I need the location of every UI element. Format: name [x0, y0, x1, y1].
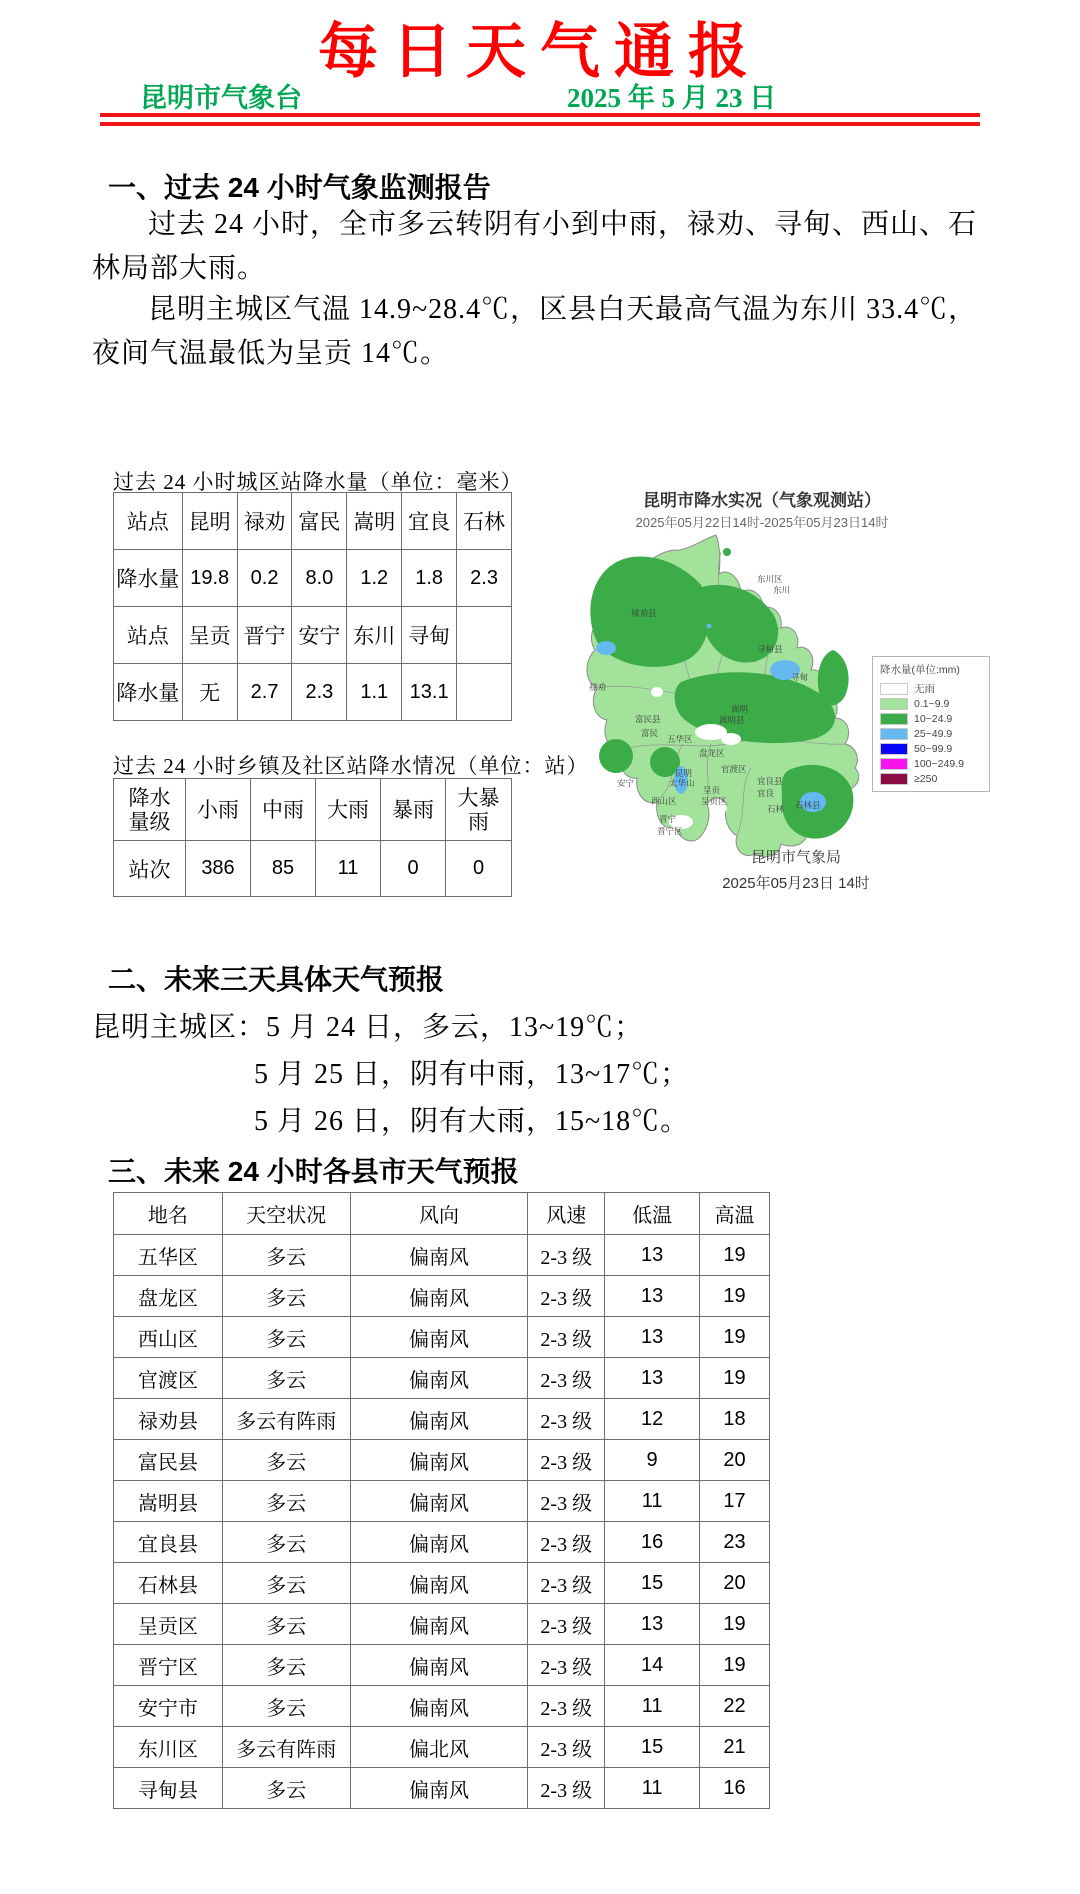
table-cell: 多云: [222, 1522, 350, 1563]
section1-heading: 一、过去 24 小时气象监测报告: [108, 172, 491, 203]
table-cell: 11: [316, 841, 381, 897]
table-cell: 宜良县: [114, 1522, 223, 1563]
forecast-header-row: [114, 1193, 770, 1235]
table-cell: 禄劝: [237, 493, 292, 550]
column-header: 低温: [605, 1193, 700, 1235]
map-region-label: 晋宁: [659, 814, 677, 824]
map-region-label: 寻甸: [791, 672, 809, 682]
legend-label: 10~24.9: [914, 712, 953, 725]
precipitation-map: [556, 530, 876, 860]
table-cell: 偏南风: [350, 1563, 528, 1604]
table-cell: 13: [605, 1358, 700, 1399]
table-cell: 15: [605, 1563, 700, 1604]
map-region-label: 昆明: [675, 768, 693, 778]
issuing-agency: 昆明市气象台: [140, 83, 302, 113]
table-cell: 13: [605, 1235, 700, 1276]
table-row: [114, 664, 512, 721]
map-title: 昆明市降水实况（气象观测站）: [643, 491, 881, 510]
table-cell: 19: [700, 1358, 770, 1399]
map-region-label: 五华区: [667, 734, 693, 744]
legend-entry: [880, 696, 982, 711]
table-cell: 呈贡: [182, 607, 237, 664]
table-cell: 多云有阵雨: [222, 1399, 350, 1440]
table-cell: 2-3 级: [528, 1358, 605, 1399]
table-row: [114, 1358, 770, 1399]
table-row: [114, 779, 512, 841]
county-forecast-table: [113, 1192, 770, 1809]
column-header: 风向: [350, 1193, 528, 1235]
table-cell: 多云: [222, 1440, 350, 1481]
map-region-label: 石林县: [795, 800, 821, 810]
map-region-label: 呈贡区: [701, 796, 727, 806]
table-cell: 偏南风: [350, 1317, 528, 1358]
table-cell: 2-3 级: [528, 1768, 605, 1809]
table-cell: 386: [186, 841, 251, 897]
table-cell: 85: [251, 841, 316, 897]
table-cell: 9: [605, 1440, 700, 1481]
table-cell: 无: [182, 664, 237, 721]
table-cell: 呈贡区: [114, 1604, 223, 1645]
map-region-label: 官渡区: [721, 764, 747, 774]
table-cell: 偏南风: [350, 1399, 528, 1440]
table-cell: 0: [381, 841, 446, 897]
table-cell: 1.8: [402, 550, 457, 607]
issue-date: 2025 年 5 月 23 日: [567, 83, 777, 113]
map-region-label: 宜良县: [757, 776, 783, 786]
table-cell: 偏北风: [350, 1727, 528, 1768]
legend-label: 无雨: [914, 683, 935, 695]
table-cell: 多云: [222, 1358, 350, 1399]
table-cell: 20: [700, 1563, 770, 1604]
table-row: [114, 1440, 770, 1481]
legend-label: 25~49.9: [914, 727, 953, 740]
legend-label: 50~99.9: [914, 742, 953, 755]
table-cell: 2-3 级: [528, 1604, 605, 1645]
table-row: [114, 841, 512, 897]
table-cell: 11: [605, 1768, 700, 1809]
map-legend: [872, 656, 990, 792]
column-header: 高温: [700, 1193, 770, 1235]
table-cell: 19: [700, 1235, 770, 1276]
map-region-label: 禄劝县: [631, 608, 657, 618]
table2-caption: 过去 24 小时乡镇及社区站降水情况（单位：站）: [113, 754, 589, 778]
map-region-label: 安宁: [617, 778, 635, 788]
table-cell: 偏南风: [350, 1686, 528, 1727]
table-cell: 19.8: [182, 550, 237, 607]
table-cell: 11: [605, 1686, 700, 1727]
map-region-label: 东川: [773, 585, 791, 595]
table-cell: 15: [605, 1727, 700, 1768]
table-cell: 19: [700, 1317, 770, 1358]
table-cell: 13: [605, 1276, 700, 1317]
table-cell: 晋宁区: [114, 1645, 223, 1686]
table-cell: 1.1: [347, 664, 402, 721]
table-cell: 21: [700, 1727, 770, 1768]
table-cell: 偏南风: [350, 1235, 528, 1276]
table-cell: 2-3 级: [528, 1481, 605, 1522]
table-cell: 偏南风: [350, 1645, 528, 1686]
table-cell: 中雨: [251, 779, 316, 841]
township-station-rainfall-table: [113, 778, 512, 897]
table-cell: 东川: [347, 607, 402, 664]
table-cell: 寻甸县: [114, 1768, 223, 1809]
table-cell: 宜良: [402, 493, 457, 550]
table-cell: 多云: [222, 1686, 350, 1727]
table-cell: [457, 664, 512, 721]
table-cell: 14: [605, 1645, 700, 1686]
table-cell: 0.2: [237, 550, 292, 607]
map-region-label: 太华山: [669, 778, 695, 788]
table-cell: 2-3 级: [528, 1645, 605, 1686]
forecast-line-3: 5 月 26 日，阴有大雨，15~18℃。: [254, 1106, 690, 1137]
table-cell: 16: [700, 1768, 770, 1809]
table-row: [114, 1522, 770, 1563]
table-cell: 偏南风: [350, 1522, 528, 1563]
map-region-label: 富民: [641, 728, 659, 738]
legend-label: 100~249.9: [914, 757, 964, 770]
legend-swatch: [880, 683, 908, 695]
legend-swatch: [880, 743, 908, 755]
table-cell: 晋宁: [237, 607, 292, 664]
table-cell: 降水量: [114, 664, 183, 721]
table-cell: 盘龙区: [114, 1276, 223, 1317]
legend-entry: [880, 681, 982, 696]
table-cell: 2-3 级: [528, 1522, 605, 1563]
map-region-label: 嵩明县: [719, 715, 745, 725]
table-row: [114, 1604, 770, 1645]
map-region-label: 呈贡: [703, 785, 721, 795]
section3-heading: 三、未来 24 小时各县市天气预报: [108, 1156, 519, 1187]
table-cell: 2-3 级: [528, 1276, 605, 1317]
section2-heading: 二、未来三天具体天气预报: [108, 964, 445, 995]
table-cell: 西山区: [114, 1317, 223, 1358]
table-cell: 13: [605, 1317, 700, 1358]
legend-label: ≥250: [914, 772, 938, 785]
table-cell: 2-3 级: [528, 1235, 605, 1276]
legend-swatch: [880, 698, 908, 710]
table-cell: 安宁: [292, 607, 347, 664]
table-row: [114, 493, 512, 550]
legend-swatch: [880, 758, 908, 770]
map-region-label: 晋宁区: [657, 826, 683, 836]
table-cell: 19: [700, 1645, 770, 1686]
table-cell: 19: [700, 1276, 770, 1317]
table-row: [114, 607, 512, 664]
table-cell: 大暴雨: [446, 779, 512, 841]
table-cell: 多云有阵雨: [222, 1727, 350, 1768]
table-cell: 嵩明: [347, 493, 402, 550]
page-title: 每日天气通报: [318, 19, 762, 85]
legend-title: 降水量(单位:mm): [880, 664, 960, 676]
table-cell: 安宁市: [114, 1686, 223, 1727]
table-cell: 13: [605, 1604, 700, 1645]
map-region-label: 石林: [767, 804, 785, 814]
column-header: 地名: [114, 1193, 223, 1235]
table-row: [114, 1563, 770, 1604]
table-cell: 多云: [222, 1235, 350, 1276]
table-row: [114, 1235, 770, 1276]
legend-swatch: [880, 728, 908, 740]
table-cell: 偏南风: [350, 1604, 528, 1645]
table-row: [114, 1317, 770, 1358]
table-cell: 2-3 级: [528, 1686, 605, 1727]
map-region-label: 寻甸县: [757, 644, 783, 654]
table-cell: 0: [446, 841, 512, 897]
table-cell: 石林: [457, 493, 512, 550]
map-region-label: 东川区: [757, 574, 783, 584]
table-cell: 富民: [292, 493, 347, 550]
table-row: [114, 1399, 770, 1440]
table-cell: 站次: [114, 841, 186, 897]
table-cell: 东川区: [114, 1727, 223, 1768]
table-row: [114, 1645, 770, 1686]
legend-swatch: [880, 713, 908, 725]
table-cell: 降水量: [114, 550, 183, 607]
table-cell: 2-3 级: [528, 1399, 605, 1440]
table-cell: 18: [700, 1399, 770, 1440]
double-red-rule: [100, 113, 980, 126]
table-cell: 2.3: [292, 664, 347, 721]
urban-station-rainfall-table: [113, 492, 512, 721]
table-cell: 偏南风: [350, 1768, 528, 1809]
legend-swatch: [880, 773, 908, 785]
map-region-label: 西山区: [651, 796, 677, 806]
forecast-line-2: 5 月 25 日，阴有中雨，13~17℃；: [254, 1059, 690, 1090]
table-cell: 嵩明县: [114, 1481, 223, 1522]
table-cell: 多云: [222, 1276, 350, 1317]
table-cell: 石林县: [114, 1563, 223, 1604]
table-cell: 12: [605, 1399, 700, 1440]
table-cell: 多云: [222, 1563, 350, 1604]
column-header: 天空状况: [222, 1193, 350, 1235]
table-cell: 多云: [222, 1317, 350, 1358]
legend-entry: [880, 771, 982, 786]
legend-entry: [880, 741, 982, 756]
legend-entry: [880, 711, 982, 726]
table-row: [114, 1686, 770, 1727]
table-cell: 大雨: [316, 779, 381, 841]
map-credit: 昆明市气象局: [750, 849, 841, 866]
table-cell: 1.2: [347, 550, 402, 607]
map-region-label: 盘龙区: [699, 748, 725, 758]
table-cell: 2.3: [457, 550, 512, 607]
table-cell: 2-3 级: [528, 1727, 605, 1768]
table-cell: 寻甸: [402, 607, 457, 664]
table-cell: 偏南风: [350, 1481, 528, 1522]
table-cell: 22: [700, 1686, 770, 1727]
table-cell: 19: [700, 1604, 770, 1645]
table-cell: 站点: [114, 607, 183, 664]
table-cell: 多云: [222, 1481, 350, 1522]
table-cell: 多云: [222, 1604, 350, 1645]
table1-caption: 过去 24 小时城区站降水量（单位：毫米）: [113, 470, 523, 494]
table-cell: [457, 607, 512, 664]
table-cell: 站点: [114, 493, 183, 550]
table-cell: 11: [605, 1481, 700, 1522]
table-cell: 富民县: [114, 1440, 223, 1481]
legend-entry: [880, 726, 982, 741]
table-cell: 2-3 级: [528, 1317, 605, 1358]
table-cell: 昆明: [182, 493, 237, 550]
map-credit-time: 2025年05月23日 14时: [722, 875, 870, 892]
table-row: [114, 1481, 770, 1522]
table-cell: 小雨: [186, 779, 251, 841]
table-cell: 23: [700, 1522, 770, 1563]
legend-label: 0.1~9.9: [914, 697, 950, 710]
section1-paragraph-1: 过去 24 小时，全市多云转阴有小到中雨，禄劝、寻甸、西山、石林局部大雨。: [92, 209, 978, 284]
column-header: 风速: [528, 1193, 605, 1235]
forecast-line-1: 昆明主城区：5 月 24 日，多云，13~19℃；: [92, 1012, 644, 1043]
map-region-label: 禄劝: [589, 682, 607, 692]
map-region-label: 富民县: [635, 714, 661, 724]
table-cell: 多云: [222, 1645, 350, 1686]
table-cell: 多云: [222, 1768, 350, 1809]
map-region-label: 宜良: [757, 788, 775, 798]
table-cell: 偏南风: [350, 1358, 528, 1399]
table-cell: 禄劝县: [114, 1399, 223, 1440]
table-cell: 偏南风: [350, 1276, 528, 1317]
table-cell: 官渡区: [114, 1358, 223, 1399]
table-cell: 20: [700, 1440, 770, 1481]
table-row: [114, 550, 512, 607]
table-cell: 2.7: [237, 664, 292, 721]
table-cell: 暴雨: [381, 779, 446, 841]
table-cell: 13.1: [402, 664, 457, 721]
map-region-label: 嵩明: [731, 704, 749, 714]
legend-entry: [880, 756, 982, 771]
table-cell: 2-3 级: [528, 1440, 605, 1481]
table-row: [114, 1768, 770, 1809]
table-cell: 16: [605, 1522, 700, 1563]
table-cell: 8.0: [292, 550, 347, 607]
map-subtitle: 2025年05月22日14时-2025年05月23日14时: [635, 515, 889, 530]
table-cell: 2-3 级: [528, 1563, 605, 1604]
table-cell: 偏南风: [350, 1440, 528, 1481]
table-cell: 降水量级: [114, 779, 186, 841]
table-cell: 17: [700, 1481, 770, 1522]
table-cell: 五华区: [114, 1235, 223, 1276]
table-row: [114, 1276, 770, 1317]
table-row: [114, 1727, 770, 1768]
section1-paragraph-2: 昆明主城区气温 14.9~28.4℃，区县白天最高气温为东川 33.4℃，夜间气温最低为呈贡 14℃。: [92, 294, 978, 369]
